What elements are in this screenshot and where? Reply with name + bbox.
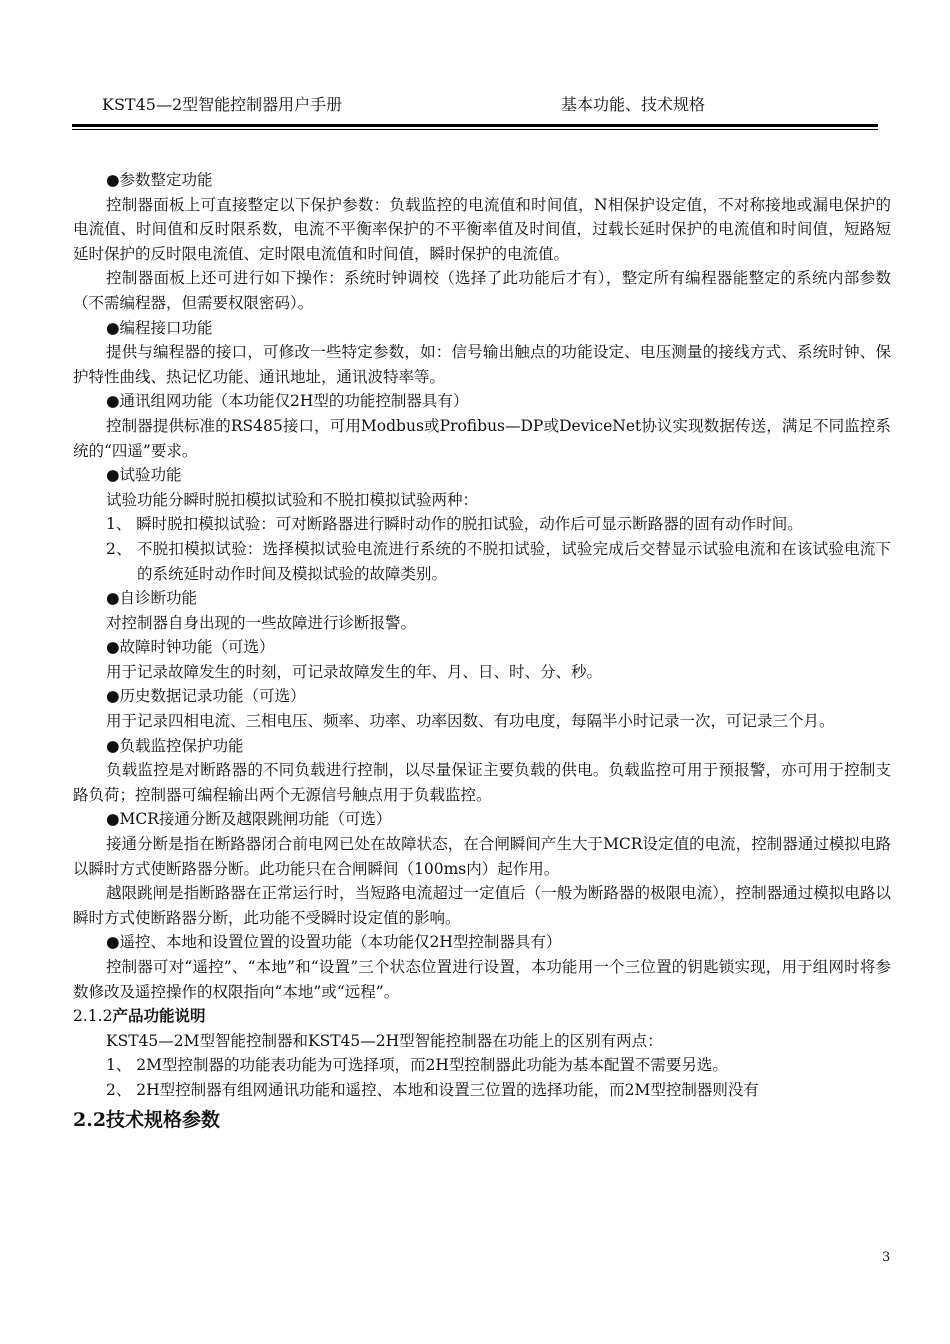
list-item: 2、 不脱扣模拟试验：选择模拟试验电流进行系统的不脱扣试验，试验完成后交替显示试验电流和在该试验电流下的系统延时动作时间及模拟试验的故障类别。 — [106, 539, 891, 583]
paragraph: 用于记录故障发生的时刻，可记录故障发生的年、月、日、时、分、秒。 — [106, 662, 603, 681]
paragraph: 接通分断是指在断路器闭合前电网已处在故障状态，在合闸瞬间产生大于MCR设定值的电流，控制器通过模拟电路以瞬时方式使断路器分断。此功能只在合闸瞬间（100ms内）起作用。 — [73, 835, 891, 878]
feature-heading: ●试验功能 — [106, 466, 182, 485]
section-heading-2-1-2 — [73, 1004, 891, 1029]
page-header — [72, 92, 878, 122]
feature-heading: ●MCR接通分断及越限跳闸功能（可选） — [106, 810, 392, 829]
list-item: 2、 2H型控制器有组网通讯功能和遥控、本地和设置三位置的选择功能，而2M型控制器则没有 — [106, 1080, 759, 1099]
page-number: 3 — [882, 1250, 891, 1265]
paragraph: 试验功能分瞬时脱扣模拟试验和不脱扣模拟试验两种： — [106, 490, 479, 509]
paragraph: 控制器提供标准的RS485接口，可用Modbus或Profibus—DP或DeviceNet协议实现数据传送，满足不同监控系统的“四遥”要求。 — [73, 416, 891, 460]
paragraph: 控制器面板上还可进行如下操作：系统时钟调校（选择了此功能后才有），整定所有编程器能整定的系统内部参数（不需编程器，但需要权限密码）。 — [73, 269, 891, 312]
header-chapter-title: 基本功能、技术规格 — [561, 95, 706, 114]
paragraph: 控制器可对“遥控”、“本地”和“设置”三个状态位置进行设置，本功能用一个三位置的钥匙锁实现，用于组网时将参数修改及遥控操作的权限指向“本地”或“远程”。 — [73, 958, 891, 1001]
list-item: 1、 2M型控制器的功能表功能为可选择项，而2H型控制器此功能为基本配置不需要另选。 — [106, 1056, 728, 1075]
section-number: 2.1.2 — [73, 1007, 113, 1026]
feature-heading: ●故障时钟功能（可选） — [106, 638, 275, 657]
feature-heading: ●遥控、本地和设置位置的设置功能（本功能仅2H型控制器具有） — [106, 933, 562, 952]
paragraph: 对控制器自身出现的一些故障进行诊断报警。 — [106, 613, 417, 632]
feature-heading: ●编程接口功能 — [106, 318, 213, 337]
feature-heading: ●负载监控保护功能 — [106, 736, 244, 755]
header-rule-thin — [72, 129, 878, 130]
feature-heading: ●参数整定功能 — [106, 171, 213, 189]
section-title: 产品功能说明 — [112, 1006, 206, 1026]
paragraph: 用于记录四相电流、三相电压、频率、功率、功率因数、有功电度，每隔半小时记录一次，可记录三个月。 — [106, 712, 835, 731]
page-content — [73, 168, 891, 1135]
paragraph: 越限跳闸是指断路器在正常运行时，当短路电流超过一定值后（一般为断路器的极限电流），控制器通过模拟电路以瞬时方式使断路器分断，此功能不受瞬时设定值的影响。 — [73, 884, 891, 927]
header-manual-title: KST45—2型智能控制器用户手册 — [102, 95, 343, 114]
header-rule-thick — [72, 124, 878, 127]
paragraph: KST45—2M型智能控制器和KST45—2H型智能控制器在功能上的区别有两点： — [106, 1031, 663, 1050]
paragraph: 提供与编程器的接口，可修改一些特定参数，如：信号输出触点的功能设定、电压测量的接线方式、系统时钟、保护特性曲线、热记忆功能、通讯地址，通讯波特率等。 — [73, 343, 891, 386]
feature-heading: ●通讯组网功能（本功能仅2H型的功能控制器具有） — [106, 392, 469, 411]
feature-heading: ●自诊断功能 — [106, 589, 198, 608]
list-item: 1、 瞬时脱扣模拟试验：可对断路器进行瞬时动作的脱扣试验，动作后可显示断路器的固有动作时间。 — [106, 515, 803, 534]
paragraph: 负载监控是对断路器的不同负载进行控制，以尽量保证主要负载的供电。负载监控可用于预报警，亦可用于控制支路负荷；控制器可编程输出两个无源信号触点用于负载监控。 — [73, 761, 891, 804]
feature-heading: ●历史数据记录功能（可选） — [106, 687, 306, 706]
paragraph: 控制器面板上可直接整定以下保护参数：负载监控的电流值和时间值，N相保护设定值，不对称接地或漏电保护的电流值、时间值和反时限系数，电流不平衡率保护的不平衡率值及时间值，过载长延时保护的电流值和时间值，短路短延时保护的反时限电流值、定时限电流值和时间值，瞬时保护的电流值。 — [73, 195, 891, 263]
section-heading-2-2: 2.2技术规格参数 — [73, 1108, 221, 1131]
